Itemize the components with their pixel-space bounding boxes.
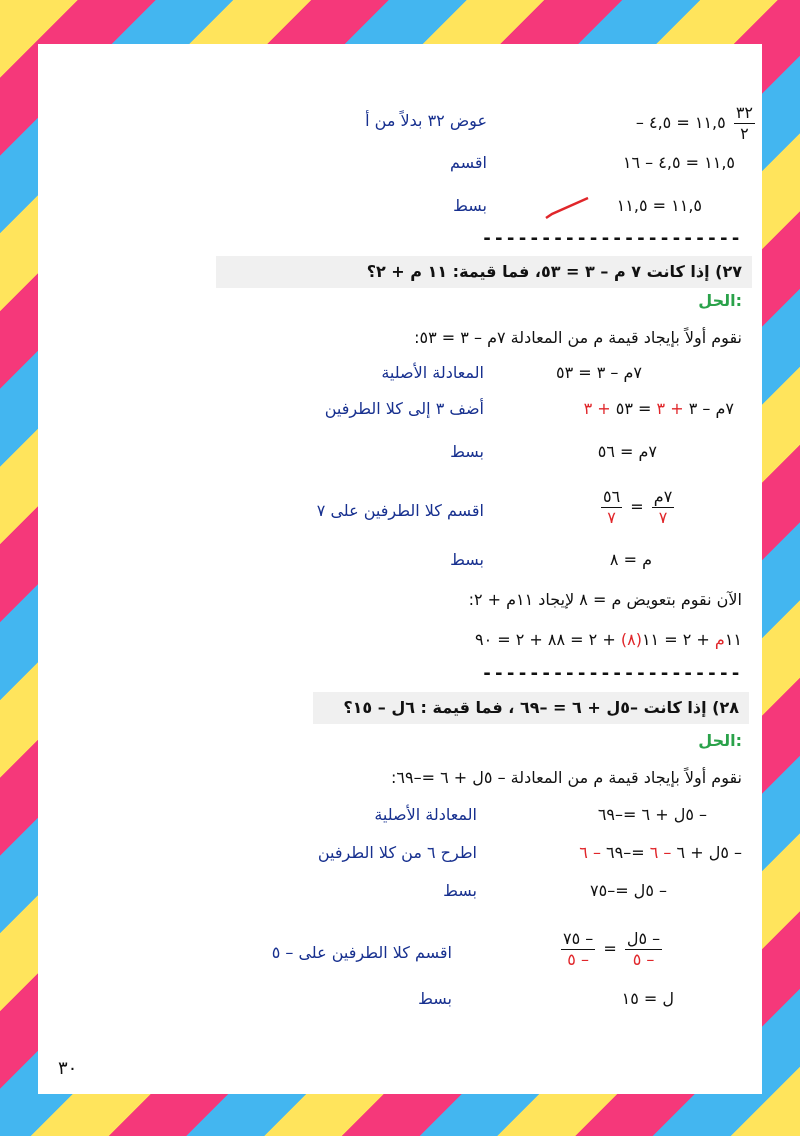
fraction-left — [652, 487, 675, 528]
q28-step3-math: – ٥ل =–٧٥ — [590, 881, 667, 900]
q27-step5-math: م = ٨ — [609, 550, 652, 569]
numerator: – ٧٥ — [563, 929, 594, 948]
divider-1: ---------------------- — [481, 228, 742, 249]
q28-step1-math: – ٥ل + ٦ =–٦٩ — [597, 805, 707, 824]
q27-step1-note: المعادلة الأصلية — [381, 363, 484, 382]
q28-step5-note: بسط — [418, 989, 452, 1008]
p1-line2-note: اقسم — [449, 153, 487, 172]
divider-2: ---------------------- — [481, 663, 742, 684]
subtracted-term: – ٦ — [579, 843, 601, 862]
p1-line2-math: ١١,٥ = ٤,٥ – ١٦ — [622, 153, 735, 172]
q27-step2-math — [584, 394, 734, 424]
q27-step4-math: $\frac{\text{٧م}}{٧}$ = $\frac{٥٦}{٧}$ — [603, 487, 673, 527]
question-28: ٢٨) إذا كانت –٥ل + ٦ = –٦٩ ، فما قيمة : ٦ل – ١٥؟ — [313, 692, 749, 724]
term: + ٢ = ٨٨ + ٢ = ٩٠ — [474, 630, 616, 649]
term: ٧م – ٣ — [688, 399, 734, 418]
question-27: ٢٧) إذا كانت ٧ م – ٣ = ٥٣، فما قيمة: ١١ م + ٢؟ — [216, 256, 752, 288]
worksheet-page — [38, 44, 762, 1094]
q28-step4-math: $\frac{\text{– ٥ل}}{- ٥}$ = $\frac{- ٧٥}{- ٥}$ — [563, 929, 661, 969]
variable: م — [714, 630, 725, 649]
page-number: ٣٠ — [58, 1058, 78, 1079]
p1-line3-note: بسط — [453, 196, 487, 215]
denominator: ٧ — [607, 508, 616, 527]
numerator: ٧م — [653, 487, 673, 506]
term: ١١ — [724, 630, 742, 649]
p1-line1-note: عوض ٣٢ بدلاً من أ — [365, 111, 487, 130]
added-term: + ٣ — [583, 399, 611, 418]
q28-step4-note: اقسم كلا الطرفين على – ٥ — [271, 943, 452, 962]
p1-line3-math: ١١,٥ = ١١,٥ — [616, 196, 702, 215]
subtracted-term: – ٦ — [649, 843, 672, 862]
solution-label-28: الحل: — [698, 731, 742, 750]
q27-substitution-intro: الآن نقوم بتعويض م = ٨ لإيجاد ١١م + ٢: — [468, 590, 742, 609]
q27-step1-math: ٧م – ٣ = ٥٣ — [555, 363, 642, 382]
q27-step4-note: اقسم كلا الطرفين على ٧ — [316, 501, 484, 520]
added-term: + ٣ — [656, 399, 684, 418]
term: =–٦٩ — [606, 843, 645, 862]
expression: ١١,٥ = ٤,٥ – — [635, 113, 726, 132]
fraction-right — [561, 929, 595, 970]
numerator: ٣٢ — [735, 103, 753, 122]
q28-step2-note: اطرح ٦ من كلا الطرفين — [317, 843, 477, 862]
term: – ٥ل + ٦ — [676, 843, 742, 862]
solution-label-27: الحل: — [698, 291, 742, 310]
q28-intro: نقوم أولاً بإيجاد قيمة م من المعادلة – ٥ل + ٦ =–٦٩: — [391, 768, 742, 787]
numerator: ٥٦ — [603, 487, 621, 506]
q27-intro: نقوم أولاً بإيجاد قيمة م من المعادلة ٧م – ٣ = ٥٣: — [414, 328, 742, 347]
term: = ٥٣ — [615, 399, 652, 418]
fraction-left — [625, 929, 662, 970]
q27-step2-note: أضف ٣ إلى كلا الطرفين — [324, 399, 484, 418]
p1-line1-math — [568, 103, 758, 143]
q27-step3-note: بسط — [450, 442, 484, 461]
substituted-value: (٨) — [620, 630, 642, 649]
fraction-right — [601, 487, 622, 528]
q28-step2-math — [579, 838, 742, 868]
denominator: ٢ — [740, 124, 749, 143]
q27-step5-note: بسط — [450, 550, 484, 569]
q28-step1-note: المعادلة الأصلية — [374, 805, 477, 824]
denominator: – ٥ — [632, 950, 655, 969]
denominator: – ٥ — [567, 950, 589, 969]
term: + ٢ = ١١ — [641, 630, 710, 649]
checkmark-icon — [544, 194, 592, 222]
q27-substitution-math — [475, 625, 742, 655]
q28-step3-note: بسط — [443, 881, 477, 900]
fraction — [734, 103, 755, 144]
q28-step5-math: ل = ١٥ — [621, 989, 674, 1008]
numerator: – ٥ل — [626, 929, 661, 948]
q27-step3-math: ٧م = ٥٦ — [597, 442, 657, 461]
denominator: ٧ — [658, 508, 668, 527]
